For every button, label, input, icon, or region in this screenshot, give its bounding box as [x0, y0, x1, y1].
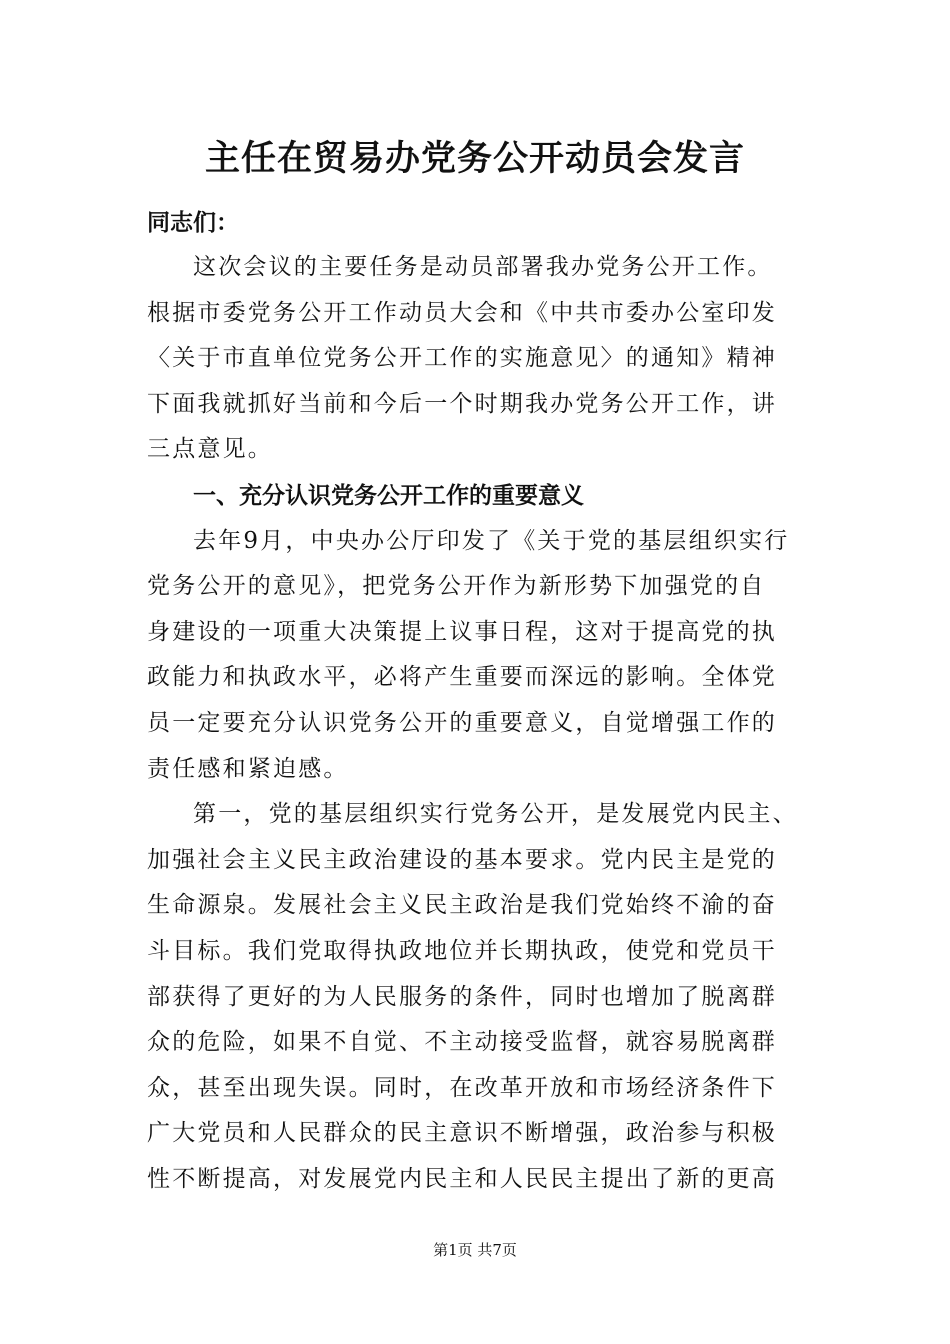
paragraph-section1: 去年9月，中央办公厅印发了《关于党的基层组织实行 党务公开的意见》，把党务公开作为新形势下加强党的自 身建设的一项重大决策提上议事日程，这对于提高党的执 政能力和执政水平，必将产生重要而深远的影响。全体党 员一定要充分认识党务公开的重要意义，自觉增强工作的 责任感和紧迫感。	[147, 527, 790, 782]
document-title: 主任在贸易办党务公开动员会发言	[204, 138, 745, 179]
page-number-footer: 第1页 共7页	[433, 1241, 517, 1259]
document-body	[147, 200, 809, 1202]
section-heading-1: 一、充分认识党务公开工作的重要意义	[193, 481, 584, 509]
paragraph-intro: 这次会议的主要任务是动员部署我办党务公开工作。 根据市委党务公开工作动员大会和《中共市委办公室印发 〈关于市直单位党务公开工作的实施意见〉的通知》精神 下面我就抓好当前和今后一个时期我办党务公开工作，讲 三点意见。	[147, 254, 777, 463]
salutation: 同志们：	[147, 209, 239, 236]
paragraph-point1: 第一，党的基层组织实行党务公开，是发展党内民主、 加强社会主义民主政治建设的基本要求。党内民主是党的 生命源泉。发展社会主义民主政治是我们党始终不渝的奋 斗目标。我们党取得执政地位并长期执政，使党和党员干 部获得了更好的为人民服务的条件，同时也增加了脱离群 众的危险，如果不自觉、不主动接受监督，就容易脱离群 众，甚至出现失误。同时，在改革开放和市场经济条件下 广大党员和人民群众的民主意识不断增强，政治参与积极 性不断提高，对发展党内民主和人民民主提出了新的更高	[147, 801, 798, 1192]
